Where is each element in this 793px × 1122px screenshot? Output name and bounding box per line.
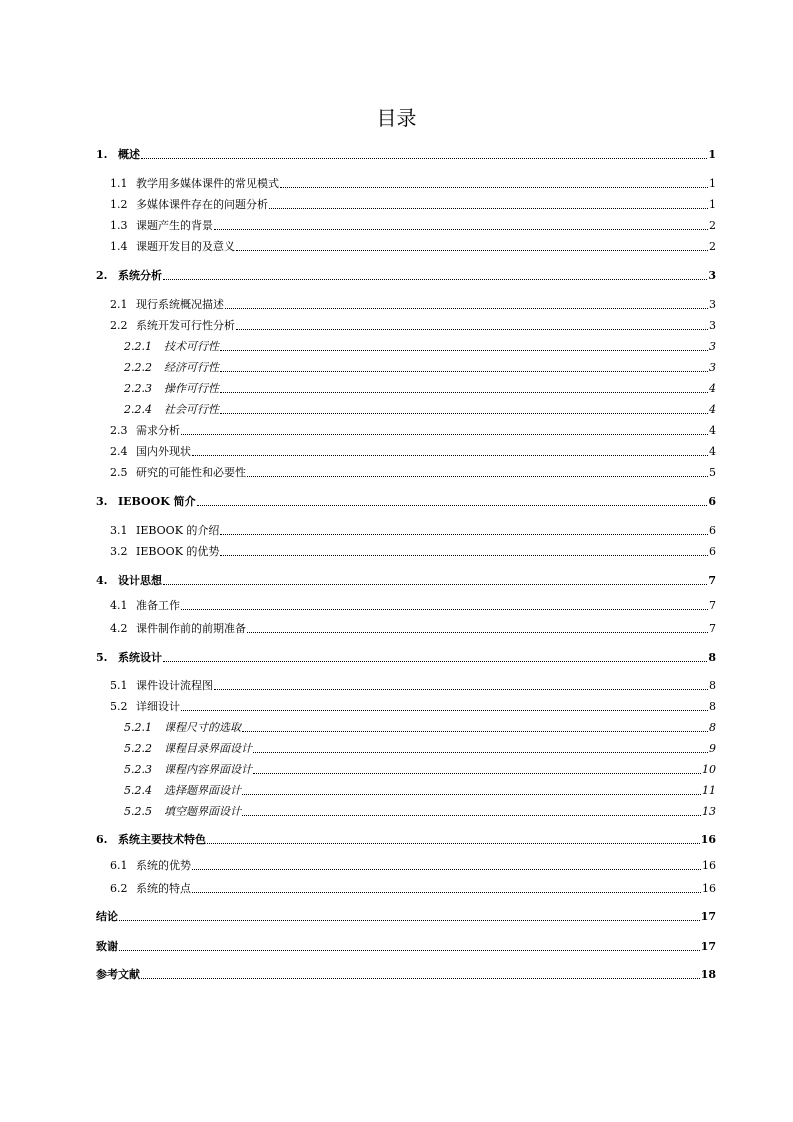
toc-entry[interactable]: [124, 380, 716, 398]
toc-page-number: 2: [709, 219, 716, 232]
toc-entry[interactable]: [124, 338, 716, 356]
dot-leader: [181, 609, 708, 610]
toc-entry[interactable]: [96, 831, 716, 849]
toc-entry-title: 系统分析: [118, 269, 162, 282]
toc-page-number: 3: [709, 319, 716, 332]
toc-entry[interactable]: [110, 464, 716, 482]
toc-entry[interactable]: [110, 317, 716, 335]
dot-leader: [225, 308, 708, 309]
toc-entry-number: 5.1: [110, 679, 128, 692]
toc-page-number: 3: [709, 340, 716, 353]
dot-leader: [141, 978, 700, 979]
dot-leader: [269, 208, 708, 209]
toc-entry-title: IEBOOK 的优势: [136, 545, 220, 558]
toc-entry-title: 多媒体课件存在的问题分析: [136, 198, 268, 211]
toc-entry-number: 4.: [96, 574, 108, 587]
toc-page-number: 4: [709, 403, 716, 416]
toc-page-number: 17: [700, 910, 716, 923]
toc-entry-title: 系统开发可行性分析: [136, 319, 235, 332]
toc-page-number: 2: [709, 240, 716, 253]
toc-entry[interactable]: [110, 522, 716, 540]
toc-entry-number: 5.2.4: [124, 784, 152, 797]
toc-entry-title: 系统的特点: [136, 882, 191, 895]
toc-page-number: 7: [708, 574, 716, 587]
toc-entry-title: 详细设计: [136, 700, 180, 713]
toc-entry[interactable]: [110, 857, 716, 875]
toc-entry-title: 准备工作: [136, 599, 180, 612]
toc-entry-number: 1.: [96, 148, 108, 161]
toc-entry-number: 6.2: [110, 882, 128, 895]
toc-entry-title: IEBOOK 的介绍: [136, 524, 220, 537]
toc-page-number: 5: [709, 466, 716, 479]
toc-entry[interactable]: [110, 196, 716, 214]
toc-entry-number: 1.3: [110, 219, 128, 232]
toc-page-number: 8: [709, 679, 716, 692]
dot-leader: [253, 752, 708, 753]
toc-entry-number: 1.1: [110, 177, 128, 190]
toc-entry-number: 5.2.2: [124, 742, 152, 755]
toc-entry-title: 概述: [118, 148, 140, 161]
toc-entry[interactable]: [110, 217, 716, 235]
toc-page-number: 4: [709, 424, 716, 437]
toc-entry[interactable]: [110, 677, 716, 695]
toc-entry-number: 5.2.1: [124, 721, 152, 734]
toc-entry[interactable]: [110, 597, 716, 615]
toc-entry-title: 经济可行性: [164, 361, 219, 374]
toc-page-number: 7: [709, 622, 716, 635]
toc-entry-number: 2.: [96, 269, 108, 282]
dot-leader: [192, 455, 708, 456]
toc-page-number: 6: [709, 524, 716, 537]
toc-entry-number: 2.2: [110, 319, 128, 332]
toc-entry[interactable]: [110, 296, 716, 314]
dot-leader: [242, 815, 701, 816]
toc-page-number: 18: [700, 968, 716, 981]
toc-page-number: 11: [702, 784, 716, 797]
toc-entry[interactable]: [110, 543, 716, 561]
toc-entry-title: 操作可行性: [164, 382, 219, 395]
toc-entry-number: 2.2.3: [124, 382, 152, 395]
toc-entry[interactable]: [96, 908, 716, 926]
toc-entry-title: 课件制作前的前期准备: [136, 622, 246, 635]
toc-entry-number: 1.2: [110, 198, 128, 211]
dot-leader: [141, 158, 707, 159]
toc-entry-title: 课题产生的背景: [136, 219, 213, 232]
toc-entry[interactable]: [110, 443, 716, 461]
toc-entry-number: 5.2.3: [124, 763, 152, 776]
toc-entry-number: 6.: [96, 833, 108, 846]
toc-entry[interactable]: [96, 493, 716, 511]
toc-entry[interactable]: [110, 175, 716, 193]
toc-entry-number: 4.1: [110, 599, 128, 612]
toc-entry[interactable]: [110, 620, 716, 638]
toc-entry[interactable]: [124, 740, 716, 758]
toc-page-number: 16: [702, 859, 716, 872]
toc-page-number: 6: [708, 495, 716, 508]
toc-entry-number: 4.2: [110, 622, 128, 635]
toc-title: 目录: [376, 106, 417, 130]
toc-page-number: 8: [708, 651, 716, 664]
toc-entry-title: 国内外现状: [136, 445, 191, 458]
toc-entry-number: 6.1: [110, 859, 128, 872]
toc-entry-title: 社会可行性: [164, 403, 219, 416]
dot-leader: [163, 661, 707, 662]
toc-entry-number: 2.5: [110, 466, 128, 479]
toc-page-number: 4: [709, 382, 716, 395]
dot-leader: [247, 476, 708, 477]
toc-page-number: 1: [709, 198, 716, 211]
toc-entry-title: 技术可行性: [164, 340, 219, 353]
toc-entry-title: 课程目录界面设计: [164, 742, 252, 755]
toc-page-number: 16: [702, 882, 716, 895]
toc-entry-title: 系统设计: [118, 651, 162, 664]
toc-entry-number: 2.2.1: [124, 340, 152, 353]
toc-entry-title: 课题开发目的及意义: [136, 240, 235, 253]
toc-entry-title: 研究的可能性和必要性: [136, 466, 246, 479]
toc-entry-number: 5.2: [110, 700, 128, 713]
dot-leader: [220, 350, 708, 351]
dot-leader: [192, 869, 701, 870]
toc-entry[interactable]: [96, 146, 716, 164]
dot-leader: [220, 392, 708, 393]
dot-leader: [220, 534, 708, 535]
dot-leader: [242, 794, 701, 795]
toc-page-number: 8: [709, 700, 716, 713]
toc-page-number: 9: [709, 742, 716, 755]
toc-entry-number: 2.4: [110, 445, 128, 458]
toc-page-number: 6: [709, 545, 716, 558]
toc-page-number: 8: [709, 721, 716, 734]
toc-entry-number: 5.2.5: [124, 805, 152, 818]
toc-page-number: 3: [709, 361, 716, 374]
toc-page-number: 10: [702, 763, 716, 776]
dot-leader: [247, 632, 708, 633]
toc-entry-number: 2.2.2: [124, 361, 152, 374]
dot-leader: [181, 710, 708, 711]
toc-page-number: 4: [709, 445, 716, 458]
toc-entry-number: 3.: [96, 495, 108, 508]
dot-leader: [214, 229, 708, 230]
toc-entry-number: 3.2: [110, 545, 128, 558]
dot-leader: [242, 731, 708, 732]
dot-leader: [236, 329, 708, 330]
dot-leader: [163, 584, 707, 585]
dot-leader: [220, 413, 708, 414]
toc-entry-title: 选择题界面设计: [164, 784, 241, 797]
toc-entry[interactable]: [110, 698, 716, 716]
toc-entry-title: 结论: [96, 910, 118, 923]
dot-leader: [163, 279, 707, 280]
toc-entry[interactable]: [124, 761, 716, 779]
toc-entry-number: 2.3: [110, 424, 128, 437]
toc-entry-title: 致谢: [96, 940, 118, 953]
dot-leader: [280, 187, 708, 188]
toc-entry[interactable]: [124, 782, 716, 800]
dot-leader: [197, 505, 708, 506]
toc-page-number: 1: [709, 177, 716, 190]
toc-entry[interactable]: [96, 572, 716, 590]
toc-entry-title: 需求分析: [136, 424, 180, 437]
toc-page-number: 13: [702, 805, 716, 818]
toc-entry-title: 系统的优势: [136, 859, 191, 872]
toc-entry-title: IEBOOK 简介: [118, 495, 196, 508]
toc-entry[interactable]: [96, 966, 716, 984]
toc-entry-title: 课程内容界面设计: [164, 763, 252, 776]
dot-leader: [119, 920, 700, 921]
toc-entry[interactable]: [96, 267, 716, 285]
toc-entry-number: 3.1: [110, 524, 128, 537]
toc-entry[interactable]: [110, 238, 716, 256]
toc-page-number: 3: [708, 269, 716, 282]
dot-leader: [220, 371, 708, 372]
toc-entry-title: 教学用多媒体课件的常见模式: [136, 177, 279, 190]
dot-leader: [192, 892, 701, 893]
toc-entry-number: 2.1: [110, 298, 128, 311]
toc-page-number: 7: [709, 599, 716, 612]
dot-leader: [181, 434, 708, 435]
toc-entry[interactable]: [110, 422, 716, 440]
toc-entry[interactable]: [124, 401, 716, 419]
toc-entry-title: 课程尺寸的选取: [164, 721, 241, 734]
dot-leader: [214, 689, 708, 690]
toc-entry-number: 5.: [96, 651, 108, 664]
toc-page-number: 1: [708, 148, 716, 161]
toc-entry[interactable]: [96, 649, 716, 667]
toc-entry[interactable]: [110, 880, 716, 898]
toc-entry-title: 填空题界面设计: [164, 805, 241, 818]
toc-page-number: 16: [700, 833, 716, 846]
toc-entry[interactable]: [124, 803, 716, 821]
dot-leader: [253, 773, 701, 774]
dot-leader: [220, 555, 708, 556]
toc-entry[interactable]: [96, 938, 716, 956]
toc-entry-title: 课件设计流程图: [136, 679, 213, 692]
dot-leader: [236, 250, 708, 251]
toc-entry-title: 参考文献: [96, 968, 140, 981]
toc-entry-title: 现行系统概况描述: [136, 298, 224, 311]
toc-page-number: 3: [709, 298, 716, 311]
toc-entry[interactable]: [124, 719, 716, 737]
toc-entry-number: 2.2.4: [124, 403, 152, 416]
toc-page-number: 17: [700, 940, 716, 953]
toc-entry-title: 设计思想: [118, 574, 162, 587]
toc-entry[interactable]: [124, 359, 716, 377]
toc-entry-title: 系统主要技术特色: [118, 833, 206, 846]
dot-leader: [119, 950, 700, 951]
toc-entry-number: 1.4: [110, 240, 128, 253]
dot-leader: [207, 843, 700, 844]
